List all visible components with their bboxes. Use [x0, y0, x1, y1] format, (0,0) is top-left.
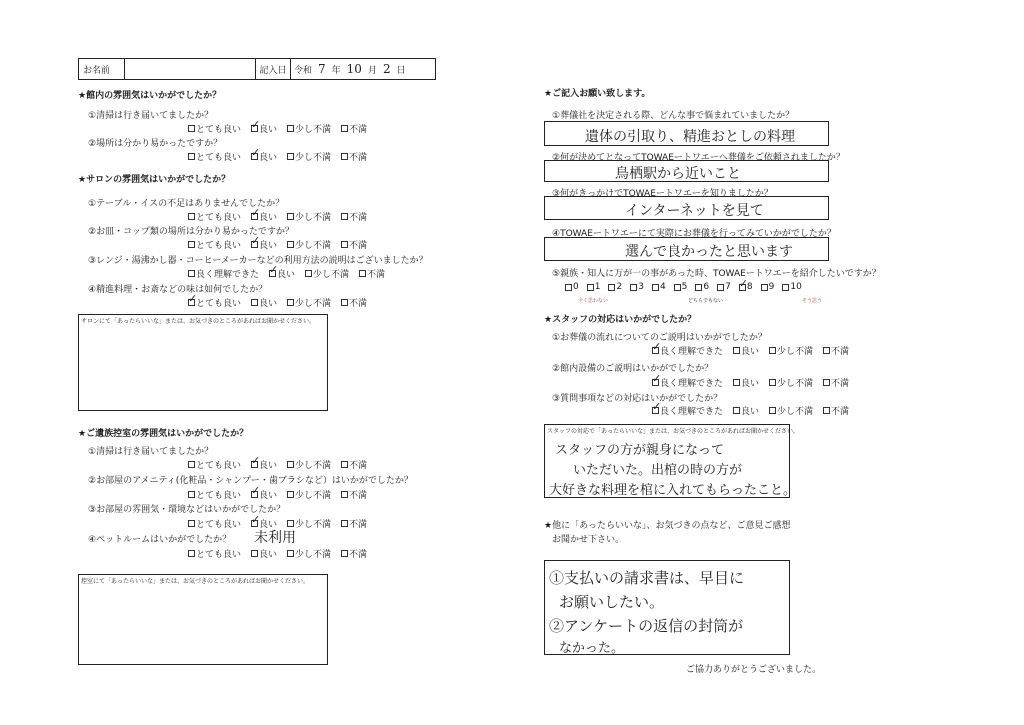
salon-q1-options	[188, 210, 367, 223]
scale-low-label: 全く思わない	[578, 298, 609, 304]
salon-comment-label: サロンにて「あったらいいな」または、お気づきのところがあればお聞かせください。	[81, 318, 315, 325]
checkbox[interactable]	[287, 491, 294, 498]
family-q1: ①清掃は行き届いてましたか？	[88, 447, 214, 457]
scale-option-3[interactable]: 3	[630, 282, 644, 292]
option-good[interactable]: ✓ 良い	[269, 267, 295, 280]
family-q2: ②お部屋のアメニティ(化粧品・シャンプー・歯ブラシなど）はいかがでしたか？	[88, 476, 413, 486]
checkbox-checked[interactable]	[652, 379, 659, 386]
other-line3: ②アンケートの返信の封筒が	[549, 617, 744, 635]
checkbox[interactable]	[341, 491, 348, 498]
option-slightly-unsatisfied[interactable]: 少し不満	[287, 517, 331, 530]
checkbox[interactable]	[287, 125, 294, 132]
option-unsatisfied[interactable]: 不満	[341, 122, 367, 135]
checkbox[interactable]	[188, 125, 195, 132]
checkbox[interactable]	[188, 270, 195, 277]
checkbox-checked[interactable]	[652, 407, 659, 414]
option-understood-well[interactable]: ✓ 良く理解できた	[652, 344, 723, 357]
option-very-good[interactable]: とても良い	[188, 238, 241, 251]
thanks-message: ご協力ありがとうございました。	[686, 665, 822, 675]
option-slightly-unsatisfied[interactable]: 少し不満	[305, 267, 349, 280]
checkbox[interactable]	[587, 284, 594, 291]
scale-option-2[interactable]: 2	[608, 282, 622, 292]
salon-q2: ②お皿・コップ類の場所は分かり易かったですか？	[88, 227, 294, 237]
option-unsatisfied[interactable]: 不満	[341, 238, 367, 251]
scale-option-5[interactable]: 5	[674, 282, 688, 292]
year-value: 7	[318, 62, 326, 76]
staff-answer-line2: いただいた。出棺の時の方が	[573, 463, 743, 478]
checkbox[interactable]	[630, 284, 637, 291]
era: 令和	[294, 65, 313, 76]
checkbox[interactable]	[733, 407, 740, 414]
date-label: 記入日	[256, 59, 291, 79]
scale-option-0[interactable]: 0	[565, 282, 579, 292]
option-good[interactable]: 良い	[251, 547, 277, 560]
family-q4: ④ペットルームはいかがでしたか？	[88, 535, 232, 545]
option-unsatisfied[interactable]: 不満	[341, 517, 367, 530]
option-good[interactable]: 良い	[251, 296, 277, 309]
checkbox-checked[interactable]	[251, 241, 258, 248]
checkbox-checked[interactable]	[251, 520, 258, 527]
option-unsatisfied[interactable]: 不満	[359, 267, 385, 280]
checkbox[interactable]	[733, 347, 740, 354]
date-field[interactable]	[291, 59, 435, 79]
request-a3-box[interactable]	[544, 196, 829, 220]
checkbox[interactable]	[341, 153, 348, 160]
option-slightly-unsatisfied[interactable]: 少し不満	[769, 344, 813, 357]
family-q4-options	[188, 547, 367, 560]
option-good[interactable]: ✓ 良い	[251, 122, 277, 135]
request-q5: ⑤親族・知人に万が一の事があった時、TOWAEートワエーを紹介したいですか？	[552, 269, 881, 279]
staff-q3: ③質問事項などの対応はいかがでしたか？	[552, 394, 723, 404]
option-slightly-unsatisfied[interactable]: 少し不満	[287, 547, 331, 560]
checkbox[interactable]	[652, 284, 659, 291]
scale-option-8[interactable]: ✓ 8	[739, 282, 753, 292]
option-very-good[interactable]: とても良い	[188, 488, 241, 501]
request-a2-box[interactable]	[544, 160, 829, 182]
staff-title: ★スタッフの対応はいかがでしたか？	[544, 315, 697, 325]
request-q3: ③何がきっかけでTOWAEートワエーを知りましたか？	[552, 189, 773, 199]
checkbox-checked[interactable]	[251, 125, 258, 132]
request-a1-box[interactable]	[544, 121, 829, 146]
scale-option-6[interactable]: 6	[695, 282, 709, 292]
option-very-good[interactable]: とても良い	[188, 150, 241, 163]
option-good[interactable]: ✓ 良い	[251, 517, 277, 530]
scale-option-10[interactable]: 10	[782, 282, 801, 292]
hall-title: ★館内の雰囲気はいかがでしたか？	[78, 91, 222, 101]
checkbox[interactable]	[608, 284, 615, 291]
option-slightly-unsatisfied[interactable]: 少し不満	[287, 458, 331, 471]
checkbox[interactable]	[188, 520, 195, 527]
option-very-good[interactable]: とても良い	[188, 517, 241, 530]
scale-option-9[interactable]: 9	[761, 282, 775, 292]
checkbox[interactable]	[188, 213, 195, 220]
option-good[interactable]: 良い	[733, 404, 759, 417]
staff-q3-options	[652, 404, 849, 417]
staff-comment-label: スタッフの対応で「あったらいいな」または、お気づきのところがあればお聞かせください。	[547, 428, 799, 435]
checkbox[interactable]	[287, 520, 294, 527]
salon-q3: ③レンジ・湯沸かし器・コーヒーメーカーなどの利用方法の説明はございましたか？	[88, 256, 428, 266]
name-label: お名前	[79, 59, 125, 79]
month-unit: 月	[367, 65, 377, 76]
checkbox[interactable]	[341, 520, 348, 527]
checkbox[interactable]	[287, 213, 294, 220]
option-slightly-unsatisfied[interactable]: 少し不満	[287, 210, 331, 223]
option-good[interactable]: 良い	[733, 344, 759, 357]
salon-q1: ①テーブル・イスの不足はありませんでしたか？	[88, 199, 285, 209]
checkbox[interactable]	[769, 407, 776, 414]
day-unit: 日	[396, 65, 406, 76]
staff-answer-line3: 大好きな料理を棺に入れてもらったこと。	[549, 483, 797, 498]
request-a4: 選んで良かったと思います	[625, 244, 793, 260]
option-understood-well[interactable]: ✓ 良く理解できた	[652, 404, 723, 417]
checkbox[interactable]	[341, 213, 348, 220]
scale-option-1[interactable]: 1	[587, 282, 601, 292]
checkbox[interactable]	[188, 461, 195, 468]
option-slightly-unsatisfied[interactable]: 少し不満	[287, 150, 331, 163]
checkbox-checked[interactable]	[188, 299, 195, 306]
checkbox-checked[interactable]	[251, 213, 258, 220]
option-unsatisfied[interactable]: 不満	[823, 344, 849, 357]
checkbox[interactable]	[359, 270, 366, 277]
scale-option-7[interactable]: 7	[717, 282, 731, 292]
staff-answer-line1: スタッフの方が親身になって	[555, 443, 725, 458]
checkbox[interactable]	[188, 491, 195, 498]
hall-q2: ②場所は分かり易かったですか？	[88, 139, 223, 149]
checkbox-checked[interactable]	[652, 347, 659, 354]
option-unsatisfied[interactable]: 不満	[341, 296, 367, 309]
staff-comment-box[interactable]	[544, 424, 799, 498]
option-good[interactable]: ✓ 良い	[251, 150, 277, 163]
option-unsatisfied[interactable]: 不満	[341, 458, 367, 471]
option-unsatisfied[interactable]: 不満	[341, 488, 367, 501]
other-line1: ①支払いの請求書は、早目に	[549, 569, 745, 587]
checkbox[interactable]	[287, 241, 294, 248]
checkbox[interactable]	[761, 284, 768, 291]
staff-q2: ②館内設備のご説明はいかがでしたか？	[552, 364, 714, 374]
hall-q1-options	[188, 122, 367, 135]
header-table	[78, 58, 436, 80]
scale-high-label: そう思う	[802, 298, 823, 304]
option-very-good[interactable]: ✓ とても良い	[188, 296, 241, 309]
checkbox[interactable]	[733, 379, 740, 386]
staff-q1: ①お葬儀の流れについてのご説明はいかがでしたか？	[552, 333, 767, 343]
request-a3: インターネットを見て	[625, 203, 764, 219]
checkbox[interactable]	[287, 550, 294, 557]
option-very-good[interactable]: とても良い	[188, 210, 241, 223]
option-unsatisfied[interactable]: 不満	[341, 547, 367, 560]
other-title-line2: お聞かせ下さい。	[552, 535, 625, 545]
option-good[interactable]: 良い	[733, 376, 759, 389]
checkbox[interactable]	[823, 379, 830, 386]
option-very-good[interactable]: とても良い	[188, 547, 241, 560]
staff-q2-options	[652, 376, 849, 389]
checkbox-checked[interactable]	[739, 284, 746, 291]
option-slightly-unsatisfied[interactable]: 少し不満	[287, 488, 331, 501]
request-a2: 鳥栖駅から近いこと	[615, 166, 741, 182]
option-unsatisfied[interactable]: 不満	[823, 404, 849, 417]
staff-q1-options	[652, 344, 849, 357]
checkbox[interactable]	[188, 550, 195, 557]
family-comment-label: 控室にて「あったらいいな」または、お気づきのところがあればお聞かせください。	[81, 578, 309, 585]
checkbox-checked[interactable]	[251, 153, 258, 160]
checkbox[interactable]	[287, 461, 294, 468]
option-good[interactable]: ✓ 良い	[251, 210, 277, 223]
option-very-good[interactable]: とても良い	[188, 458, 241, 471]
checkbox[interactable]	[695, 284, 702, 291]
day-value: 2	[382, 62, 391, 76]
request-a4-box[interactable]	[544, 237, 829, 261]
option-very-good[interactable]: とても良い	[188, 122, 241, 135]
checkbox[interactable]	[188, 153, 195, 160]
checkbox-checked[interactable]	[269, 270, 276, 277]
other-line2: お願いしたい。	[559, 593, 665, 611]
option-understood-well[interactable]: 良く理解できた	[188, 267, 259, 280]
option-slightly-unsatisfied[interactable]: 少し不満	[287, 238, 331, 251]
option-unsatisfied[interactable]: 不満	[341, 150, 367, 163]
option-good[interactable]: ✓ 良い	[251, 238, 277, 251]
family-q3: ③お部屋の雰囲気・環境などはいかがでしたか？	[88, 505, 286, 515]
option-slightly-unsatisfied[interactable]: 少し不満	[287, 122, 331, 135]
request-q1: ①葬儀社を決定される際、どんな事で悩まれていましたか？	[552, 111, 795, 121]
checkbox[interactable]	[823, 347, 830, 354]
request-q2: ②何が決めてとなってTOWAEートワエーへ葬儀をご依頼されましたか？	[552, 153, 845, 163]
checkbox-checked[interactable]	[251, 461, 258, 468]
family-q1-options	[188, 458, 367, 471]
salon-comment-box[interactable]	[78, 314, 328, 411]
salon-q4: ④精進料理・お斎などの味は如何でしたか？	[88, 285, 268, 295]
hall-q1: ①清掃は行き届いてましたか？	[88, 111, 214, 121]
checkbox[interactable]	[305, 270, 312, 277]
salon-q3-options	[188, 267, 385, 280]
checkbox[interactable]	[188, 241, 195, 248]
checkbox[interactable]	[287, 153, 294, 160]
month-value: 10	[346, 62, 362, 76]
recommend-scale	[565, 282, 802, 292]
salon-title: ★サロンの雰囲気はいかがでしたか？	[78, 175, 231, 185]
checkbox[interactable]	[251, 299, 258, 306]
option-good[interactable]: ✓ 良い	[251, 488, 277, 501]
option-slightly-unsatisfied[interactable]: 少し不満	[287, 296, 331, 309]
checkbox[interactable]	[341, 461, 348, 468]
family-q4-handwritten-note: 未利用	[254, 530, 296, 546]
year-unit: 年	[331, 65, 341, 76]
checkbox[interactable]	[782, 284, 789, 291]
checkbox[interactable]	[674, 284, 681, 291]
checkbox[interactable]	[251, 550, 258, 557]
checkbox[interactable]	[341, 550, 348, 557]
option-good[interactable]: ✓ 良い	[251, 458, 277, 471]
checkbox[interactable]	[341, 125, 348, 132]
scale-mid-label: どちらでもない	[688, 298, 723, 304]
option-slightly-unsatisfied[interactable]: 少し不満	[769, 376, 813, 389]
scale-option-4[interactable]: 4	[652, 282, 666, 292]
hall-q2-options	[188, 150, 367, 163]
other-title: ★他に「あったらいいな」、お気づきの点など、ご意見ご感想	[544, 521, 791, 531]
family-q2-options	[188, 488, 367, 501]
name-field[interactable]	[125, 59, 256, 79]
checkbox-checked[interactable]	[251, 491, 258, 498]
option-unsatisfied[interactable]: 不満	[823, 376, 849, 389]
checkbox[interactable]	[565, 284, 572, 291]
salon-q4-options	[188, 296, 367, 309]
request-q4: ④TOWAEートワエーにて実際にお葬儀を行ってみていかがでしたか？	[552, 229, 836, 239]
option-slightly-unsatisfied[interactable]: 少し不満	[769, 404, 813, 417]
request-title: ★ご記入お願い致します。	[544, 89, 651, 99]
other-comment-box[interactable]	[544, 560, 790, 655]
option-understood-well[interactable]: ✓ 良く理解できた	[652, 376, 723, 389]
checkbox[interactable]	[341, 299, 348, 306]
checkbox[interactable]	[341, 241, 348, 248]
checkbox[interactable]	[823, 407, 830, 414]
other-line4: なかった。	[559, 641, 625, 656]
salon-q2-options	[188, 238, 367, 251]
checkbox[interactable]	[769, 379, 776, 386]
checkbox[interactable]	[287, 299, 294, 306]
family-room-title: ★ご遺族控室の雰囲気はいかがでしたか？	[78, 429, 249, 439]
option-unsatisfied[interactable]: 不満	[341, 210, 367, 223]
checkbox[interactable]	[717, 284, 724, 291]
family-comment-box[interactable]	[78, 574, 328, 665]
request-a1: 遺体の引取り、精進おとしの料理	[585, 129, 795, 145]
checkbox[interactable]	[769, 347, 776, 354]
